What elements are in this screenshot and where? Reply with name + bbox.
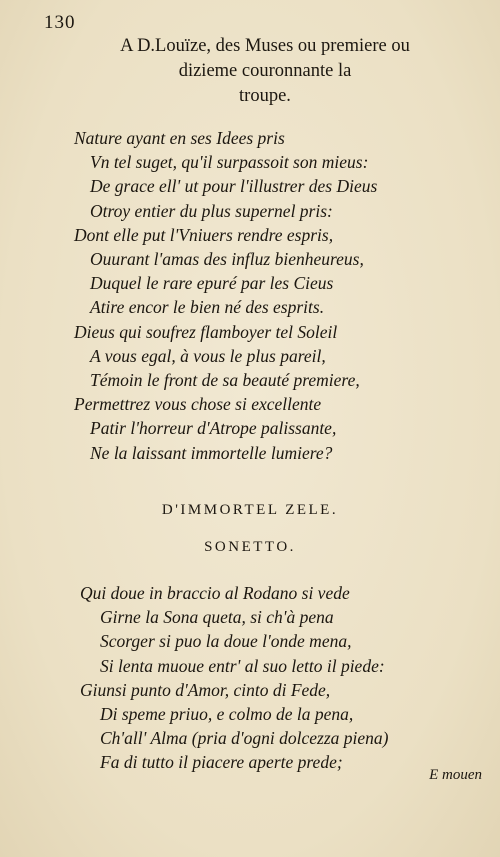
page-number: 130 (44, 12, 76, 33)
verse-line: Fa di tutto il piacere aperte prede; (100, 752, 343, 772)
poem-title (100, 34, 430, 109)
verse-line: Dont elle put l'Vniuers rendre espris, (74, 225, 334, 245)
verse-line: Ouurant l'amas des influz bienheureus, (90, 249, 364, 269)
verse-line: A vous egal, à vous le plus pareil, (90, 346, 326, 366)
catchword: E mouen (429, 767, 482, 783)
verse-line: Vn tel suget, qu'il surpassoit son mieus: (90, 152, 369, 172)
sonnet-heading: SONETTO. (204, 539, 296, 555)
verse-line: Girne la Sona queta, si ch'à pena (100, 607, 334, 627)
verse-line: Atire encor le bien né des esprits. (90, 297, 325, 317)
verse-line: Nature ayant en ses Idees pris (74, 128, 285, 148)
title-line: troupe. (239, 86, 291, 106)
verse-line: Permettrez vous chose si excellente (74, 394, 322, 414)
verse-line: Qui doue in braccio al Rodano si vede (80, 583, 350, 603)
verse-line: Duquel le rare epuré par les Cieus (90, 273, 334, 293)
verse-line: Ne la laissant immortelle lumiere? (90, 443, 333, 463)
verse-line: Ch'all' Alma (pria d'ogni dolcezza piena) (100, 728, 389, 748)
verse-line: Scorger si puo la doue l'onde mena, (100, 631, 352, 651)
verse-line: De grace ell' ut pour l'illustrer des Dieus (90, 176, 378, 196)
verse-line: Giunsi punto d'Amor, cinto di Fede, (80, 680, 331, 700)
title-line: dizieme couronnante la (178, 61, 352, 81)
verse-line: Témoin le front de sa beauté premiere, (90, 370, 360, 390)
title-line: A D.Louïze, des Muses ou premiere ou (120, 36, 410, 56)
verse-line: Patir l'horreur d'Atrope palissante, (90, 418, 337, 438)
verse-line: Si lenta muoue entr' al suo letto il piede: (100, 656, 385, 676)
verse-line: Dieus qui soufrez flamboyer tel Soleil (74, 322, 338, 342)
verse-line: Di speme priuo, e colmo de la pena, (100, 704, 354, 724)
verse-line: Otroy entier du plus supernel pris: (90, 201, 333, 221)
signature: D'IMMORTEL ZELE. (161, 502, 339, 518)
